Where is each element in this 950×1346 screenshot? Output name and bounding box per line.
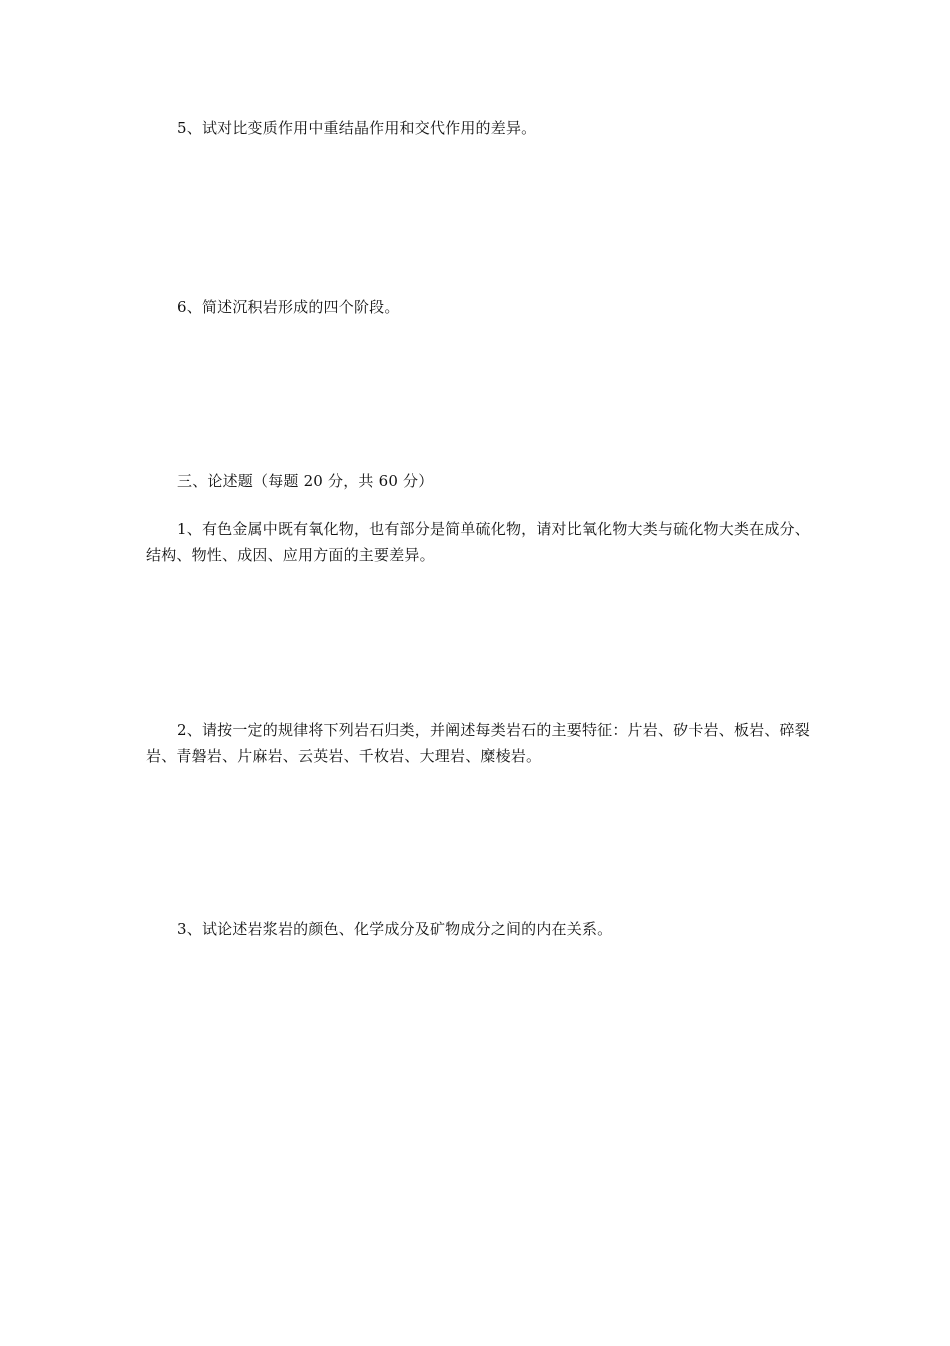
question-5-text: 5、试对比变质作用中重结晶作用和交代作用的差异。 xyxy=(177,119,537,137)
essay-question-2-text: 2、请按一定的规律将下列岩石归类，并阐述每类岩石的主要特征：片岩、矽卡岩、板岩、碎裂岩、青磐岩、片麻岩、云英岩、千枚岩、大理岩、糜棱岩。 xyxy=(146,721,810,765)
essay-section-heading: 三、论述题（每题 20 分，共 60 分） xyxy=(177,472,434,490)
essay-question-3-text: 3、试论述岩浆岩的颜色、化学成分及矿物成分之间的内在关系。 xyxy=(177,920,613,938)
essay-question-1-text: 1、有色金属中既有氧化物，也有部分是简单硫化物，请对比氧化物大类与硫化物大类在成分、结构、物性、成因、应用方面的主要差异。 xyxy=(146,520,810,564)
question-6-text: 6、简述沉积岩形成的四个阶段。 xyxy=(177,298,400,316)
